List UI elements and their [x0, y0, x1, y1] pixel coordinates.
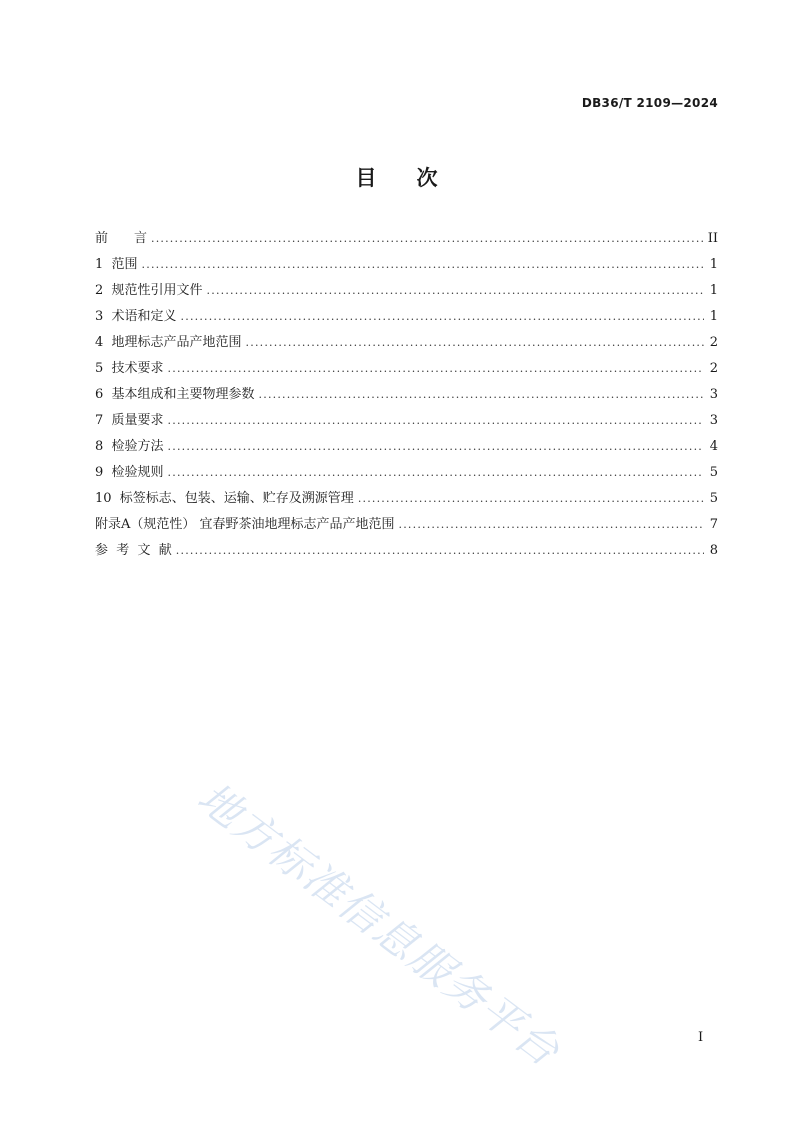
toc-entry-label: 7 质量要求 [95, 413, 164, 428]
toc-entry-label: 1 范围 [95, 257, 138, 272]
leader-dots [246, 330, 704, 356]
toc-entry-page: 1 [709, 283, 718, 298]
toc-entry-foreword[interactable] [95, 226, 718, 252]
toc-entry-composition-parameters[interactable] [95, 382, 718, 408]
leader-dots [399, 512, 704, 538]
toc-entry-page: 2 [709, 361, 718, 376]
toc-entry-label: 3 术语和定义 [95, 309, 177, 324]
leader-dots [168, 408, 704, 434]
leader-dots [142, 252, 704, 278]
toc-entry-page: 3 [709, 413, 718, 428]
leader-dots [207, 278, 704, 304]
toc-entry-page: 8 [709, 543, 718, 558]
leader-dots [176, 538, 704, 564]
toc-entry-appendix-a[interactable] [95, 512, 718, 538]
toc-entry-page: 4 [709, 439, 718, 454]
toc-entry-label: 5 技术要求 [95, 361, 164, 376]
page-title [0, 162, 793, 192]
table-of-contents [95, 226, 718, 564]
title-char-2: 次 [416, 166, 438, 190]
toc-entry-label: 8 检验方法 [95, 439, 164, 454]
toc-entry-page: 2 [709, 335, 718, 350]
toc-entry-page: II [707, 231, 718, 246]
title-char-1: 目 [355, 166, 377, 190]
toc-entry-label: 9 检验规则 [95, 465, 164, 480]
toc-entry-label: 4 地理标志产品产地范围 [95, 335, 242, 350]
toc-entry-page: 1 [709, 309, 718, 324]
leader-dots [358, 486, 704, 512]
page-number: I [698, 1030, 704, 1045]
document-code: DB36/T 2109—2024 [581, 96, 718, 110]
leader-dots [168, 356, 704, 382]
toc-entry-page: 5 [709, 465, 718, 480]
toc-entry-page: 3 [709, 387, 718, 402]
toc-entry-test-methods[interactable] [95, 434, 718, 460]
toc-entry-label: 6 基本组成和主要物理参数 [95, 387, 255, 402]
toc-entry-labeling-packaging[interactable] [95, 486, 718, 512]
toc-entry-label: 2 规范性引用文件 [95, 283, 203, 298]
leader-dots [151, 226, 704, 252]
watermark: 地方标准信息服务平台 [188, 772, 570, 1077]
toc-entry-page: 1 [709, 257, 718, 272]
toc-entry-quality-requirements[interactable] [95, 408, 718, 434]
toc-entry-technical-requirements[interactable] [95, 356, 718, 382]
toc-entry-inspection-rules[interactable] [95, 460, 718, 486]
toc-entry-label: 前 言 [95, 231, 148, 246]
toc-entry-scope[interactable] [95, 252, 718, 278]
leader-dots [181, 304, 704, 330]
leader-dots [259, 382, 704, 408]
toc-entry-page: 5 [709, 491, 718, 506]
toc-entry-origin-area[interactable] [95, 330, 718, 356]
toc-entry-label: 10 标签标志、包装、运输、贮存及溯源管理 [95, 491, 354, 506]
toc-entry-label: 附录A（规范性） 宜春野茶油地理标志产品产地范围 [95, 517, 395, 532]
toc-entry-label: 参 考 文 献 [95, 543, 172, 558]
leader-dots [168, 460, 704, 486]
toc-entry-terms-definitions[interactable] [95, 304, 718, 330]
toc-entry-page: 7 [709, 517, 718, 532]
toc-entry-normative-references[interactable] [95, 278, 718, 304]
leader-dots [168, 434, 704, 460]
toc-entry-bibliography[interactable] [95, 538, 718, 564]
